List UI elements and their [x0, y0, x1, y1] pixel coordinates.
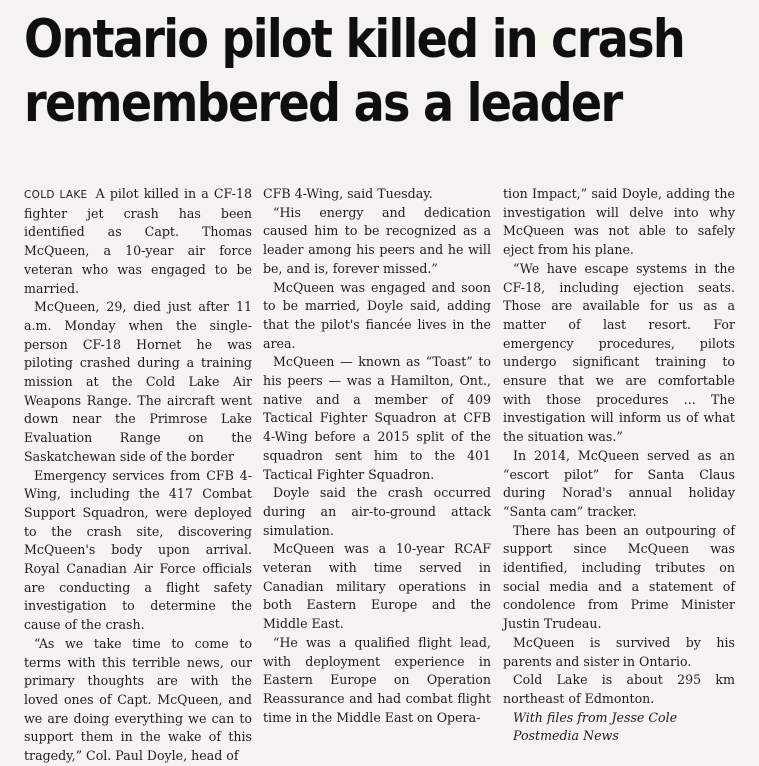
photo-credit-source: Postmedia News — [513, 728, 619, 744]
paragraph: Doyle said the crash occurred during an air-to-ground attack simulation. — [263, 485, 491, 538]
paragraph: Emergency services from CFB 4-Wing, including the 417 Combat Support Squadron, were deployed to the crash site, discovering McQueen's body upon arrival. Royal Canadian Air Force officials are conducting a flight safety investigation to determine the cause of the crash. — [24, 467, 252, 633]
paragraph: McQueen is survived by his parents and sister in Ontario. — [503, 634, 735, 669]
paragraph: CFB 4-Wing, said Tuesday. — [263, 186, 433, 201]
paragraph: “As we take time to come to terms with this terrible news, our primary thoughts are with the loved ones of Capt. McQueen, and we are doing everything we can to support them in the wake of this tragedy,” Col. Paul Doyle, head of — [24, 635, 252, 764]
paragraph: “His energy and dedication caused him to be recognized as a leader among his peers and he will be, and is, forever missed.” — [263, 204, 491, 276]
paragraph — [24, 185, 252, 298]
paragraph: In 2014, McQueen served as an “escort pilot” for Santa Claus during Norad's annual holiday “Santa cam” tracker. — [503, 447, 735, 519]
photo-credit: With files from Jesse Cole — [513, 709, 678, 725]
dateline: COLD LAKE — [24, 189, 88, 201]
paragraph-text: A pilot killed in a CF-18 fighter jet crash has been identified as Capt. Thomas McQueen, a 10-year air force veteran who was engaged to be married. — [24, 186, 252, 296]
article-column-3 — [503, 185, 735, 746]
headline — [24, 8, 744, 136]
paragraph: “He was a qualified flight lead, with deployment experience in Eastern Europe on Operation Reassurance and had combat flight time in the Middle East on Opera- — [263, 634, 491, 725]
paragraph: tion Impact,” said Doyle, adding the investigation will delve into why McQueen was not able to safely eject from his plane. — [503, 186, 735, 258]
article-column-2 — [263, 185, 491, 727]
paragraph: McQueen was engaged and soon to be married, Doyle said, adding that the pilot's fiancée lives in the area. — [263, 279, 491, 351]
article-column-1 — [24, 185, 252, 766]
paragraph: Cold Lake is about 295 km northeast of Edmonton. — [503, 672, 735, 706]
paragraph: McQueen, 29, died just after 11 a.m. Monday when the single-person CF-18 Hornet he was piloting crashed during a training mission at the Cold Lake Air Weapons Range. The aircraft went down near the Primrose Lake Evaluation Range on the Saskatchewan side of the border — [24, 299, 252, 464]
headline-line-2: remembered as a leader — [24, 73, 622, 134]
paragraph: “We have escape systems in the CF-18, including ejection seats. Those are available for us as a matter of last resort. For emergency procedures, pilots undergo significant training to ensure that we are comfortable with those procedures ... The investigation will inform us of what the situation was.” — [503, 260, 735, 445]
paragraph: McQueen was a 10-year RCAF veteran with time served in Canadian military operations in both Eastern Europe and the Middle East. — [263, 541, 491, 632]
headline-line-1: Ontario pilot killed in crash — [24, 9, 684, 70]
paragraph: There has been an outpouring of support since McQueen was identified, including tributes on social media and a statement of condolence from Prime Minister Justin Trudeau. — [503, 522, 735, 632]
paragraph: McQueen — known as “Toast” to his peers — was a Hamilton, Ont., native and a member of 409 Tactical Fighter Squadron at CFB 4-Wing before a 2015 split of the squadron sent him to the 401 Tactical Fighter Squadron. — [263, 354, 491, 482]
